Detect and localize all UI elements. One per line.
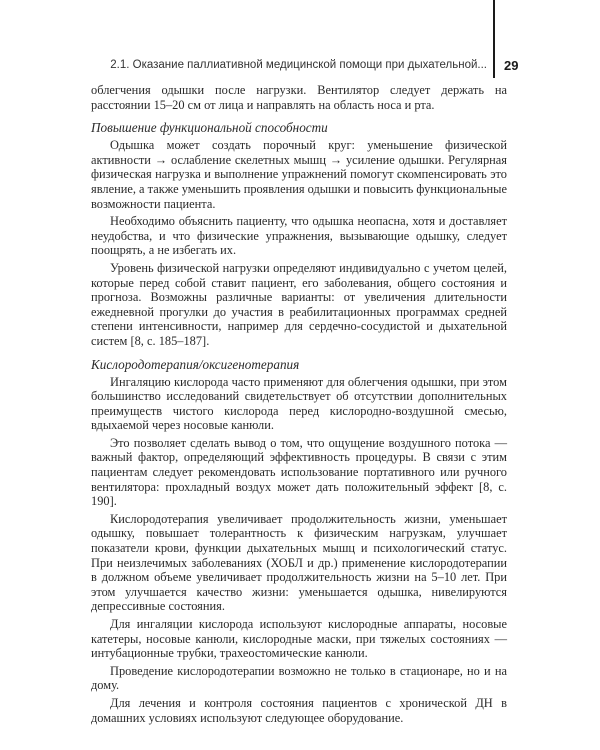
paragraph: Одышка может создать порочный круг: уменьшение физической активности → ослабление скелетных мышц → усиление одышки. Регулярная физическая нагрузка и выполнение упражнений помогут скомпенсировать это явление, а также уменьшить проявления одышки и повысить функциональные возможности пациента.	[91, 138, 507, 211]
section-heading: Кислородотерапия/оксигенотерапия	[91, 356, 300, 372]
paragraph: Ингаляцию кислорода часто применяют для облегчения одышки, при этом большинство исследований свидетельствует об отсутствии дополнительных преимуществ чистого кислорода перед кислородно-воздушной смесью, вдыхаемой через носовые канюли.	[91, 374, 507, 433]
paragraph: Для лечения и контроля состояния пациентов с хронической ДН в домашних условиях используют следующее оборудование.	[91, 695, 507, 725]
running-header: 2.1. Оказание паллиативной медицинской помощи при дыхательной...	[110, 59, 487, 71]
paragraph: Это позволяет сделать вывод о том, что ощущение воздушного потока — важный фактор, определяющий эффективность процедуры. В связи с этим пациентам следует рекомендовать использование портативного или ручного вентилятора: прохладный воздух может дать положительный эффект [8, с. 190].	[91, 435, 507, 509]
paragraph: Необходимо объяснить пациенту, что одышка неопасна, хотя и доставляет неудобства, и что физические упражнения, вызывающие одышку, следует поощрять, а не избегать их.	[91, 214, 507, 258]
page-number: 29	[504, 58, 519, 73]
vertical-rule	[493, 0, 495, 78]
paragraph: Кислородотерапия увеличивает продолжительность жизни, уменьшает одышку, повышает толерантность к физическим нагрузкам, улучшает показатели крови, функции дыхательных мышц и психологический статус. При неизлечимых заболеваниях (ХОБЛ и др.) применение кислородотерапии в должном объеме увеличивает продолжительность жизни на 5–10 лет. При этом улучшается качество жизни: уменьшается одышка, нивелируются депрессивные состояния.	[91, 511, 507, 614]
page-body	[91, 83, 507, 725]
paragraph: облегчения одышки после нагрузки. Вентилятор следует держать на расстоянии 15–20 см от лица и направлять на область носа и рта.	[91, 83, 507, 112]
paragraph: Для ингаляции кислорода используют кислородные аппараты, носовые катетеры, носовые канюли, кислородные маски, при тяжелых состояниях — интубационные трубки, трахеостомические канюли.	[91, 617, 507, 661]
paragraph: Проведение кислородотерапии возможно не только в стационаре, но и на дому.	[91, 663, 507, 693]
paragraph: Уровень физической нагрузки определяют индивидуально с учетом целей, которые перед собой ставит пациент, его заболевания, общего состояния и прогноза. Возможны различные варианты: от увеличения длительности ежедневной прогулки до участия в реабилитационных программах средней степени интенсивности, например для сердечно-сосудистой и дыхательной систем [8, с. 185–187].	[91, 260, 507, 348]
section-heading: Повышение функциональной способности	[91, 120, 328, 136]
